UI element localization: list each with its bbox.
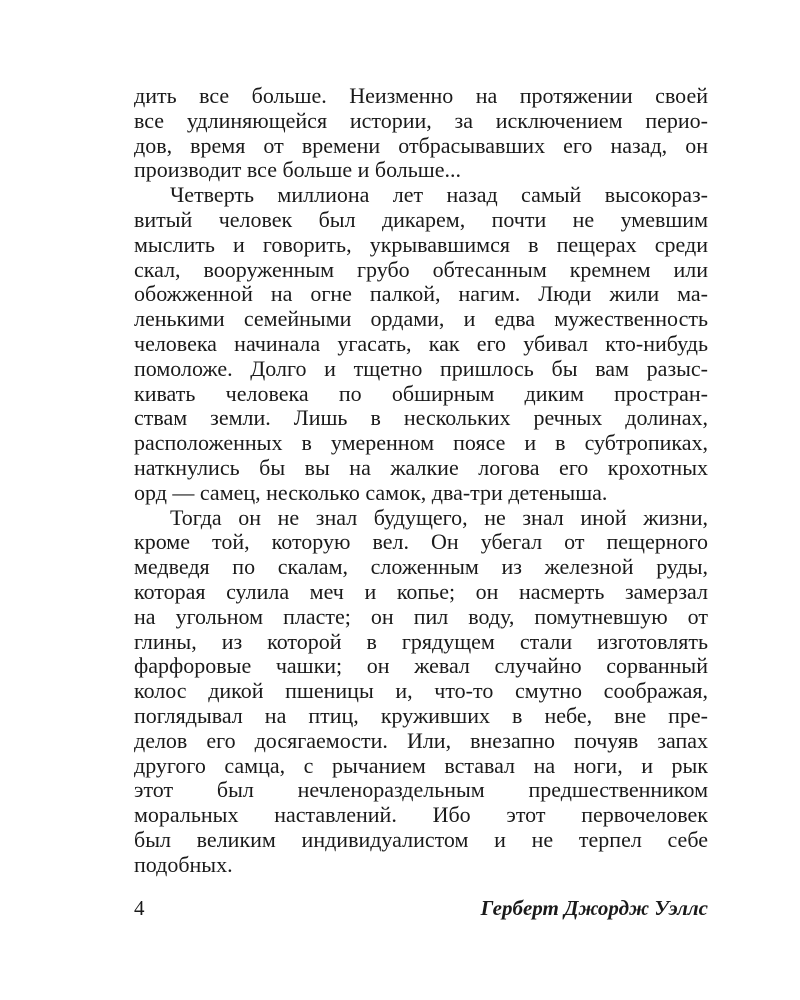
text-line: скал, вооруженным грубо обтесанным кремнем или — [134, 256, 708, 282]
text-line: все удлиняющейся истории, за исключением перио- — [134, 107, 708, 133]
text-line: колос дикой пшеницы и, что-то смутно соображая, — [134, 678, 708, 704]
text-line: на угольном пласте; он пил воду, помутневшую от — [134, 603, 708, 629]
text-line: дить все больше. Неизменно на протяжении своей — [134, 83, 708, 108]
text-line: был великим индивидуалистом и не терпел себе — [134, 826, 708, 852]
text-line: помоложе. Долго и тщетно пришлось бы вам разыс- — [134, 355, 708, 381]
text-line: подобных. — [134, 851, 233, 877]
text-line: фарфоровые чашки; он жевал случайно сорванный — [134, 653, 708, 679]
text-line: поглядывал на птиц, круживших в небе, вне пре- — [134, 702, 708, 728]
text-line: обожженной на огне палкой, нагим. Люди жили ма- — [134, 281, 708, 307]
text-line: глины, из которой в грядущем стали изготовлять — [134, 628, 708, 654]
text-line: Тогда он не знал будущего, не знал иной жизни, — [170, 504, 708, 530]
text-line: кроме той, которую вел. Он убегал от пещерного — [134, 529, 708, 555]
text-line: кивать человека по обширным диким простран- — [134, 380, 708, 406]
text-line: наткнулись бы вы на жалкие логова его крохотных — [134, 454, 708, 480]
page-number: 4 — [134, 896, 145, 920]
text-line: которая сулила меч и копье; он насмерть замерзал — [134, 578, 708, 604]
text-line: ствам земли. Лишь в нескольких речных долинах, — [134, 405, 708, 431]
text-line: витый человек был дикарем, почти не умевшим — [134, 206, 708, 232]
text-line: Четверть миллиона лет назад самый высокораз- — [170, 182, 708, 208]
text-line: медведя по скалам, сложенным из железной руды, — [134, 554, 708, 580]
paragraph — [134, 183, 708, 505]
text-line: ленькими семейными ордами, и едва мужественность — [134, 306, 708, 332]
text-line: человека начинала угасать, как его убивал кто-нибудь — [134, 330, 708, 356]
text-line: дов, время от времени отбрасывавших его назад, он — [134, 132, 708, 158]
text-line: делов его досягаемости. Или, внезапно почуяв запах — [134, 727, 708, 753]
text-line: производит все больше и больше... — [134, 157, 461, 183]
text-line: орд — самец, несколько самок, два-три детеныша. — [134, 479, 608, 505]
text-line: расположенных в умеренном поясе и в субтропиках, — [134, 430, 708, 456]
text-line: другого самца, с рычанием вставал на ноги, и рык — [134, 752, 708, 778]
text-line: моральных наставлений. Ибо этот первочеловек — [134, 802, 708, 828]
page-footer — [134, 896, 708, 926]
running-title-author: Герберт Джордж Уэллс — [480, 896, 708, 920]
paragraph — [134, 506, 708, 878]
text-line: этот был нечленораздельным предшественником — [134, 777, 708, 803]
paragraph — [134, 84, 708, 183]
text-line: мыслить и говорить, укрывавшимся в пещерах среди — [134, 231, 708, 257]
body-text — [134, 84, 708, 878]
